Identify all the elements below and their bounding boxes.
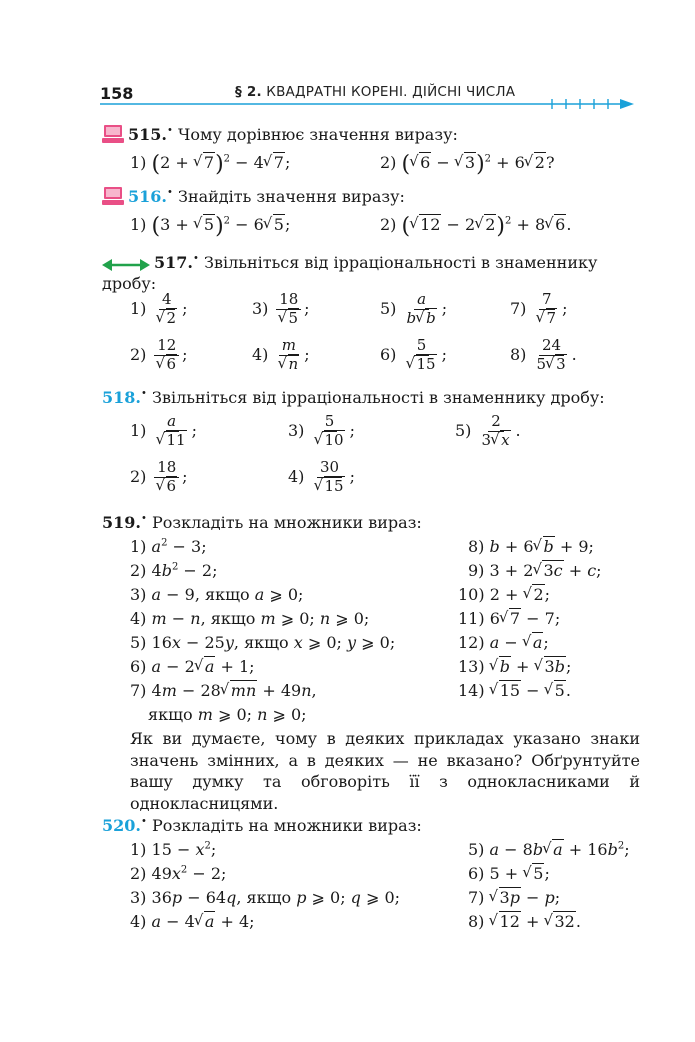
section-mark: § 2. <box>235 84 262 100</box>
task-520-item-6: 6) 5 + √ 5; <box>468 864 550 883</box>
task-518-item-1: 1) a √ 11 ; <box>130 414 197 449</box>
task-number: 519. <box>102 513 141 532</box>
task-519-item-6: 6) a − 2√ a + 1; <box>130 657 255 676</box>
task-515 <box>102 124 458 144</box>
task-number: 520. <box>102 816 141 835</box>
task-prompt: Чому дорівнює значення виразу: <box>177 125 458 144</box>
task-519-item-5: 5) 16x − 25y, якщо x ⩾ 0; y ⩾ 0; <box>130 633 396 652</box>
word-if: якщо <box>246 888 292 907</box>
task-519-question: Як ви думаєте, чому в деяких прикладах указано знаки значень змінних, а в деяких — не вказано? Обґрунтуйте вашу думку та обговоріть її з однокласниками й однокласницями. <box>130 729 640 813</box>
task-519-item-7-cond: якщо m ⩾ 0; n ⩾ 0; <box>148 705 307 724</box>
task-prompt: Звільніться від ірраціональності в знаменнику дробу: <box>151 388 605 407</box>
word-if: якщо <box>210 609 256 628</box>
task-519-item-10: 10) 2 + √ 2; <box>458 585 550 604</box>
difficulty-mark: • <box>140 388 147 400</box>
task-number: 516. <box>128 187 167 206</box>
task-515-item-2: 2) (√ 6 − √ 3)$^2$ + 6√ 2? <box>380 152 555 177</box>
task-519-item-9: 9) 3 + 2√ 3c + c; <box>468 561 602 580</box>
task-517-item-5: 5) $\frac{a}{b√ b}$ ; <box>380 292 447 327</box>
task-517-item-8: 8) $\frac{24}{5√ 3}$ . <box>510 338 577 373</box>
item-label: 1) <box>130 153 147 172</box>
task-520-item-2: 2) $49x^2 - 2$; <box>130 864 227 883</box>
task-517-item-4: 4) m √ n ; <box>252 338 310 373</box>
task-520-item-4: 4) a − 4√ a + 4; <box>130 912 255 931</box>
page-number: 158 <box>100 84 134 103</box>
item-label: 2) <box>380 153 397 172</box>
task-520-item-1: 1) $15 - x^2$; <box>130 840 217 859</box>
task-516 <box>102 186 405 206</box>
task-517-item-6: 6) 5 √ 15 ; <box>380 338 447 373</box>
task-519-item-14: 14) √ 15 − √ 5. <box>458 681 571 700</box>
task-519-item-11: 11) 6√ 7 − 7; <box>458 609 560 628</box>
task-519-item-13: 13) √ b + √ 3b; <box>458 657 571 676</box>
difficulty-mark: • <box>192 253 199 265</box>
task-517-prompt-cont: дробу: <box>102 274 157 293</box>
task-520-item-8: 8) √ 12 + √ 32. <box>468 912 581 931</box>
computer-icon <box>102 186 124 206</box>
task-516-item-1: 1) (3 + √ 5)$^2$ − 6√ 5; <box>130 214 290 239</box>
end-mark: ? <box>545 153 555 172</box>
task-519-item-8: 8) b + 6√ b + 9; <box>468 537 594 556</box>
task-520 <box>102 816 422 835</box>
task-520-item-7: 7) √ 3p − p; <box>468 888 560 907</box>
difficulty-mark: • <box>140 816 147 828</box>
item-label: 1) <box>130 215 147 234</box>
task-prompt: Знайдіть значення виразу: <box>177 187 405 206</box>
task-519-item-4: 4) m − n, якщо m ⩾ 0; n ⩾ 0; <box>130 609 370 628</box>
task-518 <box>102 388 605 407</box>
task-number: 517. <box>154 253 193 272</box>
task-519-item-7: 7) 4m − 28√ mn + 49n, <box>130 681 317 700</box>
task-520-item-3: 3) 36p − 64q, якщо p ⩾ 0; q ⩾ 0; <box>130 888 401 907</box>
double-arrow-icon <box>102 258 150 272</box>
word-if: якщо <box>205 585 250 604</box>
item-label: 2) <box>380 215 397 234</box>
task-519 <box>102 513 422 532</box>
task-519-item-2: 2) $4b^2 - 2$; <box>130 561 218 580</box>
difficulty-mark: • <box>166 125 173 137</box>
task-518-item-4: 4) 30 √ 15 ; <box>288 460 355 495</box>
task-519-item-12: 12) a − √ a; <box>458 633 549 652</box>
task-515-item-1: 1) (2 + √ 7)$^2$ − 4√ 7; <box>130 152 290 177</box>
task-520-item-5: 5) a − 8b√ $a + 16b^2$; <box>468 840 630 859</box>
task-prompt: Розкладіть на множники вираз: <box>151 513 422 532</box>
task-517-item-1: 1) 4 √ 2 ; <box>130 292 187 327</box>
section-title: КВАДРАТНІ КОРЕНІ. ДІЙСНІ ЧИСЛА <box>266 84 516 100</box>
header-number-line <box>100 97 640 111</box>
task-prompt: Розкладіть на множники вираз: <box>151 816 422 835</box>
difficulty-mark: • <box>140 513 147 525</box>
task-518-item-3: 3) 5 √ 10 ; <box>288 414 355 449</box>
word-if: якщо <box>244 633 289 652</box>
task-517 <box>102 253 597 272</box>
computer-icon <box>102 124 124 144</box>
word-if: якщо <box>148 705 193 724</box>
task-number: 515. <box>128 125 167 144</box>
task-518-item-2: 2) 18 √ 6 ; <box>130 460 187 495</box>
task-516-item-2: 2) (√ 12 − 2√ 2)$^2$ + 8√ 6. <box>380 214 571 239</box>
task-prompt: Звільніться від ірраціональності в знаменнику <box>203 253 598 272</box>
task-518-item-5: 5) $\frac{2}{3√ x}$ . <box>455 414 521 449</box>
task-517-item-3: 3) 18 √ 5 ; <box>252 292 309 327</box>
task-519-item-1: 1) $a^2 - 3$; <box>130 537 207 556</box>
task-number: 518. <box>102 388 141 407</box>
task-519-item-3: 3) a − 9, якщо a ⩾ 0; <box>130 585 304 604</box>
task-517-item-7: 7) 7 √ 7 ; <box>510 292 567 327</box>
difficulty-mark: • <box>166 187 173 199</box>
task-517-item-2: 2) 12 √ 6 ; <box>130 338 187 373</box>
